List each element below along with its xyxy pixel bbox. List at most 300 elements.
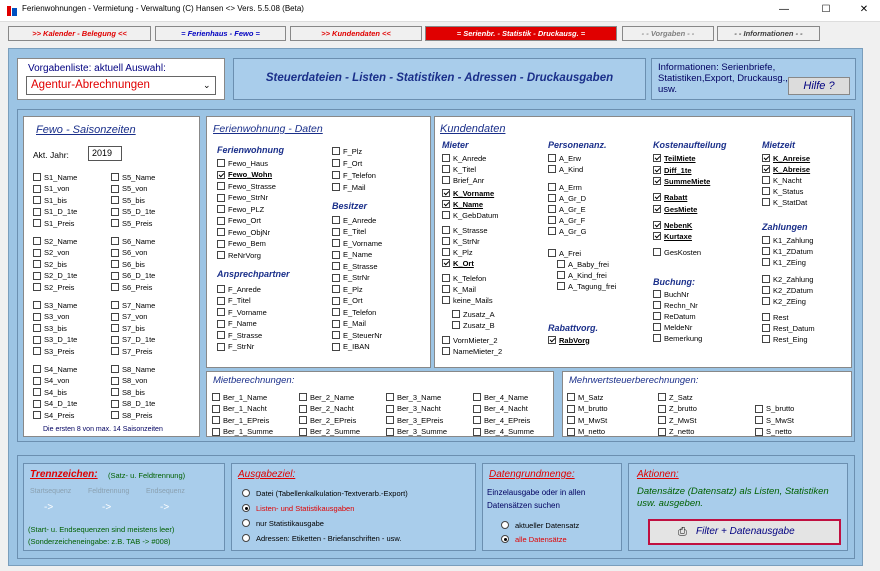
checkbox-ber-1-name[interactable] xyxy=(212,392,267,402)
checkbox-box[interactable] xyxy=(442,154,450,162)
checkbox-s2-d-1te[interactable] xyxy=(33,271,77,281)
checkbox-m-satz[interactable] xyxy=(567,392,603,402)
checkbox-box[interactable] xyxy=(111,388,119,396)
checkbox-s1-bis[interactable] xyxy=(33,195,67,205)
checkbox-s4-d-1te[interactable] xyxy=(33,399,77,409)
radio-alle-datens-tze[interactable] xyxy=(501,534,567,544)
checkbox-s6-von[interactable] xyxy=(111,248,147,258)
checkbox-a-baby-frei[interactable] xyxy=(557,259,609,269)
checkbox-box[interactable] xyxy=(548,205,556,213)
checkbox-ber-4-name[interactable] xyxy=(473,392,528,402)
checkbox-box[interactable] xyxy=(755,428,763,436)
checkbox-box[interactable] xyxy=(548,216,556,224)
checkbox-s7-bis[interactable] xyxy=(111,323,145,333)
checkbox-nebenk[interactable] xyxy=(653,220,692,230)
checkbox-box[interactable] xyxy=(473,405,481,413)
checkbox-vornmieter-2[interactable] xyxy=(442,335,498,345)
checkbox-e-mail[interactable] xyxy=(332,319,366,329)
checkbox-box[interactable] xyxy=(299,428,307,436)
checkbox-f-telefon[interactable] xyxy=(332,170,376,180)
checkbox-s2-preis[interactable] xyxy=(33,282,74,292)
checkbox-box[interactable] xyxy=(653,334,661,342)
tab-3[interactable]: = Serienbr. - Statistik - Druckausg. = xyxy=(425,26,617,41)
checkbox-a-gr-e[interactable] xyxy=(548,204,586,214)
checkbox-box[interactable] xyxy=(217,228,225,236)
checkbox-ber-1-epreis[interactable] xyxy=(212,415,269,425)
checkbox-fewo-plz[interactable] xyxy=(217,204,264,214)
checkbox-box[interactable] xyxy=(332,216,340,224)
minimize-button[interactable]: — xyxy=(779,4,789,15)
checkbox-e-vorname[interactable] xyxy=(332,238,382,248)
checkbox-box[interactable] xyxy=(762,236,770,244)
checkbox-f-anrede[interactable] xyxy=(217,284,261,294)
checkbox-box[interactable] xyxy=(33,301,41,309)
checkbox-a-gr-f[interactable] xyxy=(548,215,585,225)
checkbox-ber-4-epreis[interactable] xyxy=(473,415,530,425)
checkbox-box[interactable] xyxy=(299,416,307,424)
checkbox-s4-von[interactable] xyxy=(33,376,69,386)
checkbox-box[interactable] xyxy=(217,194,225,202)
checkbox-e-name[interactable] xyxy=(332,250,372,260)
checkbox-box[interactable] xyxy=(473,393,481,401)
checkbox-box[interactable] xyxy=(332,343,340,351)
checkbox-box[interactable] xyxy=(111,237,119,245)
checkbox-box[interactable] xyxy=(111,208,119,216)
checkbox-box[interactable] xyxy=(111,347,119,355)
checkbox-s7-d-1te[interactable] xyxy=(111,335,155,345)
checkbox-teilmiete[interactable] xyxy=(653,153,696,163)
checkbox-a-kind-frei[interactable] xyxy=(557,270,607,280)
checkbox-meldenr[interactable] xyxy=(653,322,692,332)
checkbox-gesmiete[interactable] xyxy=(653,204,697,214)
checkbox-box[interactable] xyxy=(567,416,575,424)
checkbox-ber-3-nacht[interactable] xyxy=(386,404,441,414)
checkbox-k-status[interactable] xyxy=(762,186,803,196)
checkbox-ber-1-summe[interactable] xyxy=(212,427,273,437)
checkbox-box[interactable] xyxy=(332,183,340,191)
checkbox-box[interactable] xyxy=(442,347,450,355)
checkbox-box[interactable] xyxy=(452,321,460,329)
checkbox-ber-2-summe[interactable] xyxy=(299,427,360,437)
checkbox-s6-bis[interactable] xyxy=(111,259,145,269)
checkbox-box[interactable] xyxy=(557,282,565,290)
checkbox-box[interactable] xyxy=(653,248,661,256)
checkbox-box[interactable] xyxy=(653,193,661,201)
checkbox-box[interactable] xyxy=(762,165,770,173)
checkbox-f-titel[interactable] xyxy=(217,296,251,306)
checkbox-box[interactable] xyxy=(332,239,340,247)
checkbox-box[interactable] xyxy=(33,365,41,373)
checkbox-geskosten[interactable] xyxy=(653,247,701,257)
checkbox-namemieter-2[interactable] xyxy=(442,346,502,356)
checkbox-box[interactable] xyxy=(762,258,770,266)
checkbox-a-tagung-frei[interactable] xyxy=(557,281,616,291)
checkbox-box[interactable] xyxy=(653,232,661,240)
checkbox-redatum[interactable] xyxy=(653,311,696,321)
checkbox-s8-preis[interactable] xyxy=(111,410,152,420)
checkbox-f-strasse[interactable] xyxy=(217,330,262,340)
checkbox-e-anrede[interactable] xyxy=(332,215,376,225)
checkbox-s5-preis[interactable] xyxy=(111,218,152,228)
checkbox-box[interactable] xyxy=(217,171,225,179)
radio-adressen-etiketten-briefanschriften-usw[interactable] xyxy=(242,533,401,543)
tab-0[interactable]: >> Kalender - Belegung << xyxy=(8,26,151,41)
checkbox-box[interactable] xyxy=(33,400,41,408)
checkbox-e-strasse[interactable] xyxy=(332,261,378,271)
tab-2[interactable]: >> Kundendaten << xyxy=(290,26,422,41)
checkbox-box[interactable] xyxy=(332,171,340,179)
checkbox-fewo-strasse[interactable] xyxy=(217,181,276,191)
checkbox-box[interactable] xyxy=(653,312,661,320)
checkbox-box[interactable] xyxy=(111,260,119,268)
checkbox-box[interactable] xyxy=(217,285,225,293)
checkbox-box[interactable] xyxy=(217,240,225,248)
checkbox-rest[interactable] xyxy=(762,312,788,322)
checkbox-f-name[interactable] xyxy=(217,319,257,329)
checkbox-a-erm[interactable] xyxy=(548,182,582,192)
checkbox-box[interactable] xyxy=(217,217,225,225)
checkbox-box[interactable] xyxy=(548,336,556,344)
checkbox-s3-name[interactable] xyxy=(33,300,77,310)
checkbox-box[interactable] xyxy=(442,285,450,293)
checkbox-box[interactable] xyxy=(217,297,225,305)
checkbox-k-vorname[interactable] xyxy=(442,188,494,198)
checkbox-box[interactable] xyxy=(442,274,450,282)
checkbox-k-strnr[interactable] xyxy=(442,236,480,246)
checkbox-k-telefon[interactable] xyxy=(442,273,486,283)
checkbox-ber-2-epreis[interactable] xyxy=(299,415,356,425)
checkbox-box[interactable] xyxy=(111,400,119,408)
checkbox-s4-preis[interactable] xyxy=(33,410,74,420)
checkbox-box[interactable] xyxy=(548,183,556,191)
checkbox-k2-zeing[interactable] xyxy=(762,296,806,306)
checkbox-box[interactable] xyxy=(557,271,565,279)
checkbox-box[interactable] xyxy=(33,324,41,332)
checkbox-m-mwst[interactable] xyxy=(567,415,607,425)
checkbox-box[interactable] xyxy=(653,290,661,298)
checkbox-s1-preis[interactable] xyxy=(33,218,74,228)
checkbox-box[interactable] xyxy=(111,411,119,419)
checkbox-k-anreise[interactable] xyxy=(762,153,810,163)
checkbox-ber-2-nacht[interactable] xyxy=(299,404,354,414)
checkbox-box[interactable] xyxy=(658,416,666,424)
checkbox-s8-bis[interactable] xyxy=(111,387,145,397)
checkbox-box[interactable] xyxy=(473,428,481,436)
checkbox-box[interactable] xyxy=(442,165,450,173)
checkbox-box[interactable] xyxy=(111,336,119,344)
checkbox-s3-von[interactable] xyxy=(33,312,69,322)
checkbox-fewo-bem[interactable] xyxy=(217,239,266,249)
checkbox-ber-4-nacht[interactable] xyxy=(473,404,528,414)
checkbox-box[interactable] xyxy=(442,296,450,304)
checkbox-rabatt[interactable] xyxy=(653,192,687,202)
checkbox-kurtaxe[interactable] xyxy=(653,231,692,241)
radio-circle[interactable] xyxy=(242,519,250,527)
checkbox-k-gebdatum[interactable] xyxy=(442,210,498,220)
checkbox-box[interactable] xyxy=(212,393,220,401)
checkbox-box[interactable] xyxy=(762,247,770,255)
checkbox-box[interactable] xyxy=(548,194,556,202)
checkbox-z-mwst[interactable] xyxy=(658,415,697,425)
checkbox-box[interactable] xyxy=(442,211,450,219)
checkbox-box[interactable] xyxy=(332,308,340,316)
close-button[interactable]: ✕ xyxy=(859,4,869,15)
radio-circle[interactable] xyxy=(501,535,509,543)
checkbox-f-mail[interactable] xyxy=(332,182,366,192)
checkbox-box[interactable] xyxy=(332,285,340,293)
checkbox-fewo-wohn[interactable] xyxy=(217,170,272,180)
checkbox-box[interactable] xyxy=(33,219,41,227)
checkbox-box[interactable] xyxy=(762,286,770,294)
checkbox-k-strasse[interactable] xyxy=(442,225,488,235)
checkbox-s7-preis[interactable] xyxy=(111,346,152,356)
checkbox-a-kind[interactable] xyxy=(548,164,583,174)
checkbox-box[interactable] xyxy=(332,251,340,259)
checkbox-zusatz-a[interactable] xyxy=(452,309,495,319)
checkbox-box[interactable] xyxy=(111,283,119,291)
checkbox-box[interactable] xyxy=(755,405,763,413)
checkbox-box[interactable] xyxy=(217,308,225,316)
checkbox-k-anrede[interactable] xyxy=(442,153,486,163)
checkbox-e-plz[interactable] xyxy=(332,284,363,294)
checkbox-box[interactable] xyxy=(111,272,119,280)
checkbox-box[interactable] xyxy=(111,365,119,373)
checkbox-box[interactable] xyxy=(442,200,450,208)
checkbox-diff-1te[interactable] xyxy=(653,165,692,175)
radio-listen-und-statistikausgaben[interactable] xyxy=(242,503,354,513)
checkbox-box[interactable] xyxy=(217,159,225,167)
radio-circle[interactable] xyxy=(242,534,250,542)
checkbox-box[interactable] xyxy=(653,205,661,213)
checkbox-s2-bis[interactable] xyxy=(33,259,67,269)
checkbox-box[interactable] xyxy=(762,275,770,283)
checkbox-k-abreise[interactable] xyxy=(762,164,810,174)
checkbox-box[interactable] xyxy=(473,416,481,424)
checkbox-box[interactable] xyxy=(111,185,119,193)
checkbox-box[interactable] xyxy=(442,237,450,245)
checkbox-box[interactable] xyxy=(212,405,220,413)
checkbox-box[interactable] xyxy=(386,416,394,424)
checkbox-k-statdat[interactable] xyxy=(762,197,807,207)
checkbox-s3-preis[interactable] xyxy=(33,346,74,356)
checkbox-box[interactable] xyxy=(33,388,41,396)
checkbox-box[interactable] xyxy=(33,249,41,257)
checkbox-box[interactable] xyxy=(111,249,119,257)
checkbox-fewo-objnr[interactable] xyxy=(217,227,270,237)
tab-1[interactable]: = Ferienhaus - Fewo = xyxy=(155,26,286,41)
checkbox-s3-d-1te[interactable] xyxy=(33,335,77,345)
checkbox-box[interactable] xyxy=(33,237,41,245)
checkbox-s7-name[interactable] xyxy=(111,300,155,310)
checkbox-box[interactable] xyxy=(33,173,41,181)
checkbox-ber-4-summe[interactable] xyxy=(473,427,534,437)
checkbox-box[interactable] xyxy=(658,428,666,436)
akt-jahr-input[interactable]: 2019 xyxy=(88,146,122,161)
checkbox-box[interactable] xyxy=(653,301,661,309)
checkbox-box[interactable] xyxy=(111,324,119,332)
radio-datei-tabellenkalkulation-textverarb-export[interactable] xyxy=(242,488,408,498)
checkbox-s8-d-1te[interactable] xyxy=(111,399,155,409)
checkbox-box[interactable] xyxy=(332,228,340,236)
checkbox-box[interactable] xyxy=(111,173,119,181)
help-button[interactable]: Hilfe ? xyxy=(788,77,850,95)
feldtrennung-input[interactable]: -> xyxy=(102,502,112,513)
checkbox-s5-name[interactable] xyxy=(111,172,155,182)
checkbox-box[interactable] xyxy=(548,249,556,257)
checkbox-box[interactable] xyxy=(33,260,41,268)
checkbox-box[interactable] xyxy=(217,205,225,213)
checkbox-s5-von[interactable] xyxy=(111,184,147,194)
checkbox-e-ort[interactable] xyxy=(332,296,363,306)
checkbox-box[interactable] xyxy=(212,428,220,436)
checkbox-s4-name[interactable] xyxy=(33,364,77,374)
checkbox-box[interactable] xyxy=(567,428,575,436)
checkbox-buchnr[interactable] xyxy=(653,289,689,299)
checkbox-rest-eing[interactable] xyxy=(762,334,808,344)
checkbox-ber-1-nacht[interactable] xyxy=(212,404,267,414)
checkbox-box[interactable] xyxy=(567,393,575,401)
radio-circle[interactable] xyxy=(501,521,509,529)
checkbox-rabvorg[interactable] xyxy=(548,335,590,345)
checkbox-s8-von[interactable] xyxy=(111,376,147,386)
vorgabe-select[interactable] xyxy=(26,76,216,95)
checkbox-box[interactable] xyxy=(217,182,225,190)
checkbox-a-gr-d[interactable] xyxy=(548,193,586,203)
checkbox-box[interactable] xyxy=(217,343,225,351)
checkbox-s5-d-1te[interactable] xyxy=(111,207,155,217)
checkbox-box[interactable] xyxy=(442,336,450,344)
checkbox-summemiete[interactable] xyxy=(653,176,710,186)
checkbox-box[interactable] xyxy=(332,320,340,328)
checkbox-e-telefon[interactable] xyxy=(332,307,376,317)
maximize-button[interactable]: ☐ xyxy=(821,4,831,15)
checkbox-k-nacht[interactable] xyxy=(762,175,802,185)
checkbox-box[interactable] xyxy=(442,259,450,267)
checkbox-box[interactable] xyxy=(33,347,41,355)
checkbox-box[interactable] xyxy=(762,324,770,332)
checkbox-box[interactable] xyxy=(332,297,340,305)
checkbox-box[interactable] xyxy=(762,187,770,195)
checkbox-s2-name[interactable] xyxy=(33,236,77,246)
checkbox-e-strnr[interactable] xyxy=(332,273,370,283)
checkbox-box[interactable] xyxy=(332,331,340,339)
checkbox-k-ort[interactable] xyxy=(442,258,474,268)
checkbox-f-vorname[interactable] xyxy=(217,307,267,317)
checkbox-f-plz[interactable] xyxy=(332,146,362,156)
checkbox-ber-3-name[interactable] xyxy=(386,392,441,402)
checkbox-box[interactable] xyxy=(762,335,770,343)
checkbox-box[interactable] xyxy=(653,221,661,229)
checkbox-box[interactable] xyxy=(762,297,770,305)
checkbox-fewo-haus[interactable] xyxy=(217,158,268,168)
checkbox-box[interactable] xyxy=(33,313,41,321)
radio-nur-statistikausgabe[interactable] xyxy=(242,518,324,528)
checkbox-rest-datum[interactable] xyxy=(762,323,815,333)
checkbox-box[interactable] xyxy=(762,198,770,206)
checkbox-z-netto[interactable] xyxy=(658,427,694,437)
checkbox-ber-3-epreis[interactable] xyxy=(386,415,443,425)
checkbox-m-brutto[interactable] xyxy=(567,404,608,414)
checkbox-s5-bis[interactable] xyxy=(111,195,145,205)
checkbox-z-satz[interactable] xyxy=(658,392,693,402)
checkbox-box[interactable] xyxy=(452,310,460,318)
checkbox-box[interactable] xyxy=(557,260,565,268)
checkbox-box[interactable] xyxy=(111,313,119,321)
checkbox-renrvorg[interactable] xyxy=(217,250,261,260)
checkbox-s7-von[interactable] xyxy=(111,312,147,322)
checkbox-k-name[interactable] xyxy=(442,199,483,209)
checkbox-ber-2-name[interactable] xyxy=(299,392,354,402)
checkbox-box[interactable] xyxy=(217,251,225,259)
checkbox-m-netto[interactable] xyxy=(567,427,605,437)
filter-ausgabe-button[interactable] xyxy=(648,519,841,545)
checkbox-box[interactable] xyxy=(33,377,41,385)
checkbox-box[interactable] xyxy=(658,393,666,401)
checkbox-fewo-ort[interactable] xyxy=(217,216,261,226)
checkbox-k1-zeing[interactable] xyxy=(762,257,806,267)
tab-4[interactable]: - - Vorgaben - - xyxy=(622,26,714,41)
checkbox-box[interactable] xyxy=(332,262,340,270)
checkbox-s1-d-1te[interactable] xyxy=(33,207,77,217)
checkbox-k-plz[interactable] xyxy=(442,247,473,257)
checkbox-box[interactable] xyxy=(33,185,41,193)
checkbox-a-erw[interactable] xyxy=(548,153,581,163)
checkbox-z-brutto[interactable] xyxy=(658,404,697,414)
checkbox-box[interactable] xyxy=(212,416,220,424)
checkbox-box[interactable] xyxy=(762,313,770,321)
checkbox-s-mwst[interactable] xyxy=(755,415,794,425)
checkbox-e-steuernr[interactable] xyxy=(332,330,382,340)
checkbox-box[interactable] xyxy=(332,159,340,167)
checkbox-box[interactable] xyxy=(762,176,770,184)
radio-aktueller-datensatz[interactable] xyxy=(501,520,579,530)
checkbox-k1-zdatum[interactable] xyxy=(762,246,813,256)
checkbox-a-gr-g[interactable] xyxy=(548,226,587,236)
checkbox-box[interactable] xyxy=(217,320,225,328)
checkbox-f-strnr[interactable] xyxy=(217,342,254,352)
checkbox-box[interactable] xyxy=(33,336,41,344)
checkbox-rechn-nr[interactable] xyxy=(653,300,698,310)
checkbox-box[interactable] xyxy=(442,226,450,234)
checkbox-k-titel[interactable] xyxy=(442,164,476,174)
checkbox-a-frei[interactable] xyxy=(548,248,581,258)
endsequenz-input[interactable]: -> xyxy=(160,502,170,513)
checkbox-bemerkung[interactable] xyxy=(653,333,702,343)
checkbox-s6-name[interactable] xyxy=(111,236,155,246)
checkbox-k2-zahlung[interactable] xyxy=(762,274,813,284)
checkbox-s-netto[interactable] xyxy=(755,427,792,437)
checkbox-box[interactable] xyxy=(111,196,119,204)
checkbox-box[interactable] xyxy=(33,208,41,216)
checkbox-box[interactable] xyxy=(653,177,661,185)
checkbox-box[interactable] xyxy=(299,393,307,401)
checkbox-box[interactable] xyxy=(658,405,666,413)
tab-5[interactable]: - - Informationen - - xyxy=(717,26,820,41)
checkbox-box[interactable] xyxy=(386,405,394,413)
checkbox-zusatz-b[interactable] xyxy=(452,320,495,330)
checkbox-box[interactable] xyxy=(653,323,661,331)
checkbox-ber-3-summe[interactable] xyxy=(386,427,447,437)
checkbox-k2-zdatum[interactable] xyxy=(762,285,813,295)
checkbox-box[interactable] xyxy=(442,176,450,184)
checkbox-box[interactable] xyxy=(567,405,575,413)
checkbox-box[interactable] xyxy=(762,154,770,162)
checkbox-keine-mails[interactable] xyxy=(442,295,493,305)
checkbox-f-ort[interactable] xyxy=(332,158,362,168)
checkbox-box[interactable] xyxy=(111,377,119,385)
checkbox-box[interactable] xyxy=(386,393,394,401)
checkbox-box[interactable] xyxy=(217,331,225,339)
